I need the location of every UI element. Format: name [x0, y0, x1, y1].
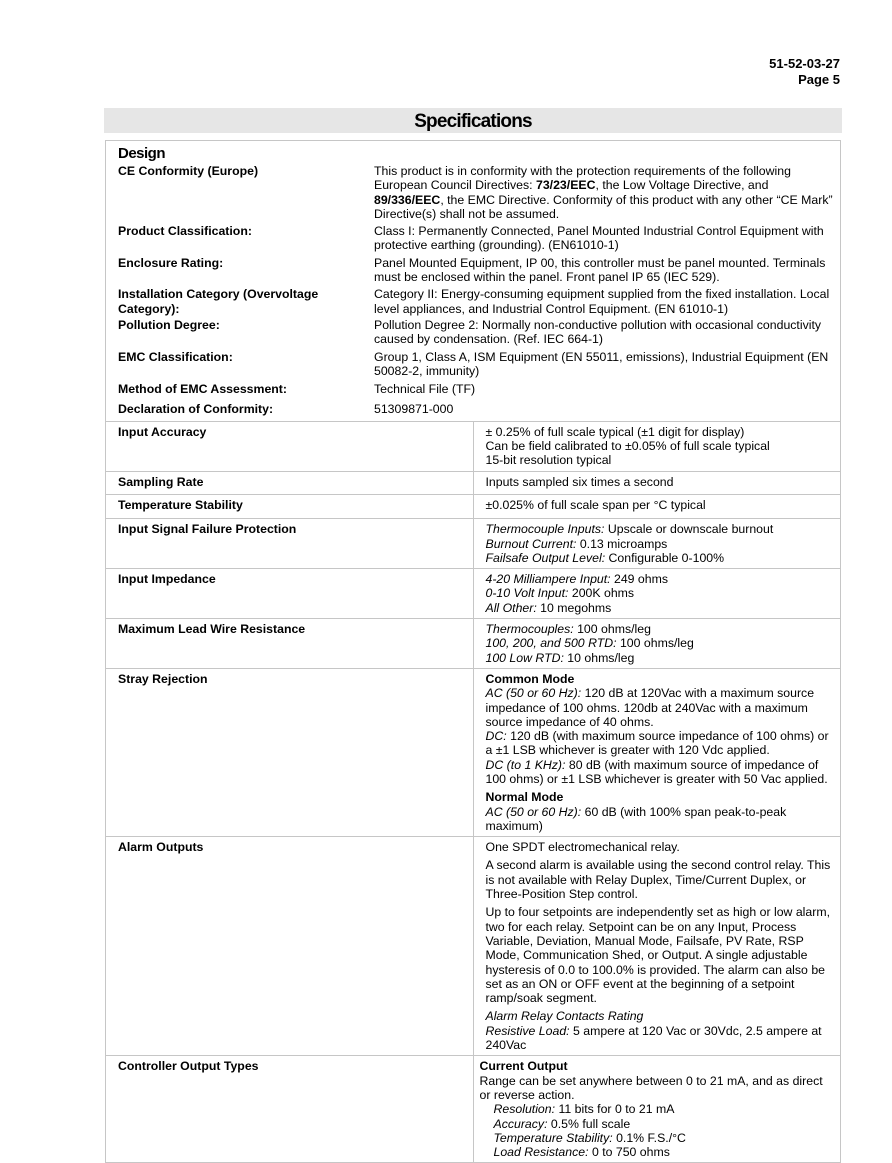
row-value: Class I: Permanently Connected, Panel Mounted Industrial Control Equipment with protective earthing (grounding). (EN61010-1)	[374, 224, 824, 253]
input-signal-failure-row	[106, 519, 841, 569]
page-title: Specifications	[104, 108, 842, 133]
row-label: Input Impedance	[106, 569, 474, 619]
row-label: Temperature Stability	[106, 494, 474, 518]
lead-wire-resistance-row	[106, 619, 841, 669]
row-label: Declaration of Conformity:	[118, 402, 274, 417]
row-label: Method of EMC Assessment:	[118, 382, 287, 397]
row-value: This product is in conformity with the protection requirements of the following European Council Directives: 73/23/EEC, the Low Voltage Directive, and 89/336/EEC, the EMC Directive. Conformity of this product with any other “CE Mark” Directive(s) shall not be assumed.	[374, 164, 833, 221]
design-row-pollution-degree	[118, 318, 840, 347]
normal-mode-heading: Normal Mode	[485, 790, 564, 805]
row-label: Controller Output Types	[106, 1056, 474, 1163]
design-row-emc-classification	[118, 350, 840, 379]
row-value: One SPDT electromechanical relay. A second alarm is available using the second control relay. This is not available with Relay Duplex, Time/Current Duplex, or Three-Position Step control. Up to four setpoints are independently set as high or low alarm, two for each relay. Setpoint can be on any Input, Process Variable, Deviation, Manual Mode, Failsafe, PV Rate, RSP Mode, Communication Shed, or Output. A single adjustable hysteresis of 0.0 to 100.0% is provided. The alarm can also be set as an ON or OFF event at the beginning of a setpoint ramp/soak segment. Alarm Relay Contacts Rating Resistive Load: 5 ampere at 120 Vac or 30Vdc, 2.5 ampere at 240Vac	[473, 837, 841, 1056]
row-value: Category II: Energy-consuming equipment supplied from the fixed installation. Local level appliances, and Industrial Control Equipment. (EN 61010-1)	[374, 287, 830, 316]
alarm-outputs-row	[106, 837, 841, 1056]
document-number: 51-52-03-27	[769, 56, 840, 71]
controller-output-types-row	[106, 1056, 841, 1163]
row-label: Product Classification:	[118, 224, 252, 239]
page-number: Page 5	[798, 72, 840, 87]
row-value: Thermocouples: 100 ohms/leg 100, 200, and 500 RTD: 100 ohms/leg 100 Low RTD: 10 ohms/leg	[473, 619, 841, 669]
row-label: Pollution Degree:	[118, 317, 220, 332]
common-mode-heading: Common Mode	[485, 671, 575, 686]
row-value: Current Output Range can be set anywhere between 0 to 21 mA, and as direct or reverse action. Resolution: 11 bits for 0 to 21 mA Accuracy: 0.5% full scale Temperature Stability: 0.1% F.S./°C Load Resistance: 0 to 750 ohms	[473, 1056, 841, 1163]
row-value: ±0.025% of full scale span per °C typical	[473, 494, 841, 518]
row-label: Input Signal Failure Protection	[106, 519, 474, 569]
input-accuracy-row	[106, 421, 841, 471]
row-value: ± 0.25% of full scale typical (±1 digit for display) Can be field calibrated to ±0.05% of full scale typical 15-bit resolution typical	[473, 421, 841, 471]
design-section	[106, 141, 841, 422]
row-label: Enclosure Rating:	[118, 255, 224, 270]
design-row-enclosure-rating	[118, 256, 840, 285]
input-impedance-row	[106, 569, 841, 619]
design-heading: Design	[118, 145, 166, 162]
temperature-stability-row	[106, 494, 841, 518]
row-value: Common Mode AC (50 or 60 Hz): 120 dB at 120Vac with a maximum source impedance of 100 ohms. 120db at 240Vac with a maximum source impedance of 40 ohms. DC: 120 dB (with maximum source impedance of 100 ohms) or a ±1 LSB whichever is greater with 120 Vdc applied. DC (to 1 KHz): 80 dB (with maximum source of impedance of 100 ohms) or ±1 LSB whichever is greater with 50 Vac applied. Normal Mode AC (50 or 60 Hz): 60 dB (with 100% span peak-to-peak maximum)	[473, 668, 841, 836]
design-row-installation-category	[118, 287, 840, 316]
row-label: CE Conformity (Europe)	[118, 164, 259, 178]
design-row-declaration	[118, 402, 840, 416]
row-label: Stray Rejection	[106, 668, 474, 836]
row-label: Installation Category (Overvoltage Category):	[118, 287, 319, 316]
document-number-block	[769, 56, 840, 88]
specifications-table	[105, 140, 841, 1163]
row-value: Panel Mounted Equipment, IP 00, this controller must be panel mounted. Terminals must be enclosed within the panel. Front panel IP 65 (IEC 529).	[374, 255, 826, 285]
row-label: EMC Classification:	[118, 349, 233, 364]
row-value: Thermocouple Inputs: Upscale or downscale burnout Burnout Current: 0.13 microamps Failsafe Output Level: Configurable 0-100%	[473, 519, 841, 569]
current-output-heading: Current Output	[479, 1059, 568, 1074]
row-value: Pollution Degree 2: Normally non-conductive pollution with occasional conductivity caused by condensation. (Ref. IEC 664-1)	[374, 317, 822, 347]
design-row-ce	[118, 164, 840, 221]
row-value: Group 1, Class A, ISM Equipment (EN 55011, emissions), Industrial Equipment (EN 50082-2, immunity)	[374, 349, 829, 378]
row-value: Technical File (TF)	[374, 382, 476, 397]
row-label: Alarm Outputs	[106, 837, 474, 1056]
row-value: 4-20 Milliampere Input: 249 ohms 0-10 Volt Input: 200K ohms All Other: 10 megohms	[473, 569, 841, 619]
row-value: 51309871-000	[374, 402, 454, 417]
design-row-product-classification	[118, 224, 840, 253]
row-value: Inputs sampled six times a second	[473, 471, 841, 494]
row-label: Maximum Lead Wire Resistance	[106, 619, 474, 669]
design-row-emc-assessment	[118, 382, 840, 396]
row-label: Input Accuracy	[106, 421, 474, 471]
row-label: Sampling Rate	[106, 471, 474, 494]
sampling-rate-row	[106, 471, 841, 494]
stray-rejection-row	[106, 668, 841, 836]
